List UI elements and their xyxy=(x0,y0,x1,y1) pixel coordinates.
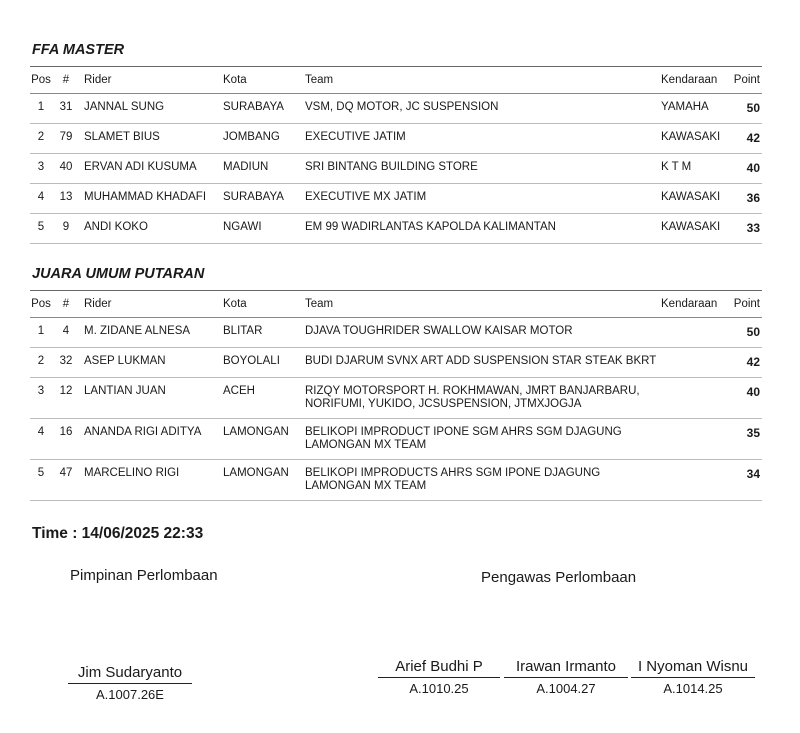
col-num: # xyxy=(62,74,70,86)
cell-pos: 2 xyxy=(37,131,45,143)
col-point: Point xyxy=(733,298,760,310)
cell-rider: LANTIAN JUAN xyxy=(84,385,166,397)
cell-team: BUDI DJARUM SVNX ART ADD SUSPENSION STAR STEAK BKRT xyxy=(305,355,657,367)
cell-num: 31 xyxy=(59,101,73,113)
cell-point: 42 xyxy=(746,355,760,369)
timestamp: Time : 14/06/2025 22:33 xyxy=(32,525,204,542)
signature-title-pengawas: Pengawas Perlombaan xyxy=(481,569,637,586)
section-title-juara-umum: JUARA UMUM PUTARAN xyxy=(32,266,205,282)
signature-block-left xyxy=(68,664,192,702)
table-row xyxy=(30,124,762,154)
cell-kendaraan: KAWASAKI xyxy=(661,221,721,233)
cell-team: VSM, DQ MOTOR, JC SUSPENSION xyxy=(305,101,499,113)
cell-team: BELIKOPI IMPRODUCT IPONE SGM AHRS SGM DJAGUNG LAMONGAN MX TEAM xyxy=(305,426,622,451)
col-team: Team xyxy=(305,298,334,310)
cell-point: 36 xyxy=(746,191,760,205)
cell-kota: BLITAR xyxy=(223,325,263,337)
cell-pos: 3 xyxy=(37,385,45,397)
col-team: Team xyxy=(305,74,334,86)
cell-rider: ASEP LUKMAN xyxy=(84,355,166,367)
cell-pos: 2 xyxy=(37,355,45,367)
cell-pos: 4 xyxy=(37,426,45,438)
cell-pos: 4 xyxy=(37,191,45,203)
signature-name: I Nyoman Wisnu xyxy=(637,658,749,675)
cell-point: 50 xyxy=(746,325,760,339)
section-title-ffa-master: FFA MASTER xyxy=(32,42,125,58)
table-row xyxy=(30,460,762,501)
table-row xyxy=(30,184,762,214)
table-row xyxy=(30,378,762,419)
table-header xyxy=(30,291,762,318)
cell-kendaraan: YAMAHA xyxy=(661,101,709,113)
signature-code: A.1004.27 xyxy=(536,681,596,696)
cell-kendaraan: KAWASAKI xyxy=(661,131,721,143)
cell-rider: ERVAN ADI KUSUMA xyxy=(84,161,197,173)
signature-title-pimpinan: Pimpinan Perlombaan xyxy=(70,567,218,584)
cell-num: 16 xyxy=(59,426,73,438)
signature-line xyxy=(631,677,755,678)
cell-kota: SURABAYA xyxy=(223,101,284,113)
col-pos: Pos xyxy=(31,74,51,86)
cell-team: EXECUTIVE MX JATIM xyxy=(305,191,427,203)
signature-code: A.1014.25 xyxy=(663,681,723,696)
col-rider: Rider xyxy=(84,74,112,86)
cell-kota: LAMONGAN xyxy=(223,426,289,438)
cell-num: 32 xyxy=(59,355,73,367)
cell-rider: SLAMET BIUS xyxy=(84,131,160,143)
cell-num: 12 xyxy=(59,385,73,397)
cell-team: RIZQY MOTORSPORT H. ROKHMAWAN, JMRT BANJARBARU, NORIFUMI, YUKIDO, JCSUSPENSION, JTMXJOGJA xyxy=(305,385,640,410)
cell-point: 50 xyxy=(746,101,760,115)
col-rider: Rider xyxy=(84,298,112,310)
signature-line xyxy=(378,677,500,678)
cell-kota: MADIUN xyxy=(223,161,269,173)
cell-kendaraan: KAWASAKI xyxy=(661,191,721,203)
cell-pos: 1 xyxy=(37,101,45,113)
cell-point: 40 xyxy=(746,161,760,175)
cell-team: DJAVA TOUGHRIDER SWALLOW KAISAR MOTOR xyxy=(305,325,573,337)
cell-kota: BOYOLALI xyxy=(223,355,280,367)
cell-point: 42 xyxy=(746,131,760,145)
signature-block-right-3 xyxy=(631,658,755,696)
cell-num: 47 xyxy=(59,467,73,479)
cell-pos: 5 xyxy=(37,221,45,233)
cell-rider: JANNAL SUNG xyxy=(84,101,165,113)
signature-code: A.1007.26E xyxy=(96,687,164,702)
signature-name: Arief Budhi P xyxy=(395,658,483,675)
signature-code: A.1010.25 xyxy=(409,681,469,696)
cell-point: 34 xyxy=(746,467,760,481)
col-kota: Kota xyxy=(223,74,247,86)
col-kendaraan: Kendaraan xyxy=(661,74,718,86)
results-table-ffa-master xyxy=(30,66,762,244)
table-row xyxy=(30,348,762,378)
signature-block-right-1 xyxy=(378,658,500,696)
table-row xyxy=(30,419,762,460)
cell-team: SRI BINTANG BUILDING STORE xyxy=(305,161,478,173)
col-kota: Kota xyxy=(223,298,247,310)
cell-num: 4 xyxy=(62,325,70,337)
cell-num: 9 xyxy=(62,221,70,233)
table-header xyxy=(30,67,762,94)
cell-team: EM 99 WADIRLANTAS KAPOLDA KALIMANTAN xyxy=(305,221,556,233)
cell-kota: SURABAYA xyxy=(223,191,284,203)
col-point: Point xyxy=(733,74,760,86)
cell-num: 40 xyxy=(59,161,73,173)
cell-point: 33 xyxy=(746,221,760,235)
cell-point: 35 xyxy=(746,426,760,440)
cell-team: EXECUTIVE JATIM xyxy=(305,131,406,143)
cell-kendaraan: K T M xyxy=(661,161,692,173)
cell-rider: MARCELINO RIGI xyxy=(84,467,180,479)
signature-line xyxy=(68,683,192,684)
signature-block-right-2 xyxy=(504,658,628,696)
cell-kota: LAMONGAN xyxy=(223,467,289,479)
table-row xyxy=(30,154,762,184)
results-table-juara-umum xyxy=(30,290,762,501)
cell-team: BELIKOPI IMPRODUCTS AHRS SGM IPONE DJAGUNG LAMONGAN MX TEAM xyxy=(305,467,601,492)
cell-num: 79 xyxy=(59,131,73,143)
cell-pos: 1 xyxy=(37,325,45,337)
cell-kota: NGAWI xyxy=(223,221,262,233)
col-pos: Pos xyxy=(31,298,51,310)
cell-rider: ANANDA RIGI ADITYA xyxy=(84,426,202,438)
table-row xyxy=(30,94,762,124)
cell-kota: ACEH xyxy=(223,385,255,397)
cell-pos: 5 xyxy=(37,467,45,479)
cell-point: 40 xyxy=(746,385,760,399)
cell-pos: 3 xyxy=(37,161,45,173)
signature-line xyxy=(504,677,628,678)
cell-rider: ANDI KOKO xyxy=(84,221,148,233)
col-kendaraan: Kendaraan xyxy=(661,298,718,310)
cell-kota: JOMBANG xyxy=(223,131,280,143)
signature-name: Irawan Irmanto xyxy=(515,658,617,675)
signature-name: Jim Sudaryanto xyxy=(77,664,183,681)
cell-num: 13 xyxy=(59,191,73,203)
table-row xyxy=(30,214,762,244)
col-num: # xyxy=(62,298,70,310)
cell-rider: M. ZIDANE ALNESA xyxy=(84,325,191,337)
table-row xyxy=(30,318,762,348)
cell-rider: MUHAMMAD KHADAFI xyxy=(84,191,207,203)
